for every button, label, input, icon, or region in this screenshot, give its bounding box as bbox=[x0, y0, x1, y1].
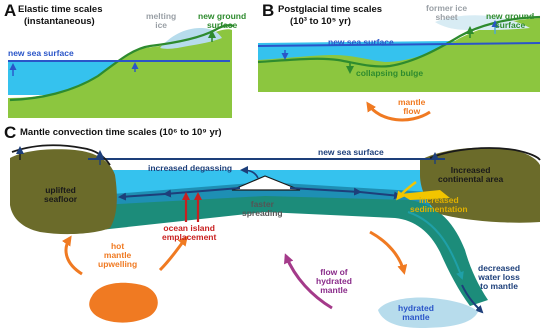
panel-b-ground-label: new ground surface bbox=[486, 11, 535, 30]
panel-c-title: Mantle convection time scales (10⁶ to 10⁹ yr) bbox=[20, 127, 222, 138]
panel-b-letter: B bbox=[262, 1, 275, 20]
panel-a-sea-label: new sea surface bbox=[8, 48, 74, 58]
panel-c-water-loss-label: decreased water loss to mantle bbox=[478, 263, 521, 291]
panel-b-sea-label: new sea surface bbox=[328, 37, 394, 47]
panel-b-mantle-flow-label: mantle flow bbox=[398, 97, 426, 116]
panel-c-island-label: ocean island emplacement bbox=[162, 223, 217, 242]
panel-c-upwelling-label: hot mantle upwelling bbox=[98, 241, 138, 269]
panel-c-descent-arrow bbox=[370, 232, 404, 272]
panel-a-title-1: Elastic time scales bbox=[18, 4, 103, 15]
panel-c-sedimentation-label: increased sedimentation bbox=[410, 195, 468, 214]
panel-c-hot-plume bbox=[89, 283, 158, 323]
panel-a-letter: A bbox=[4, 1, 17, 20]
panel-c-uplifted-label: uplifted seafloor bbox=[44, 185, 78, 204]
panel-b-title-1: Postglacial time scales bbox=[278, 4, 383, 15]
panel-c-degassing-label: increased degassing bbox=[148, 163, 233, 173]
panel-b-title-2: (10³ to 10⁵ yr) bbox=[290, 16, 351, 27]
panel-b-former-ice-label: former ice sheet bbox=[426, 3, 468, 22]
panel-c-sea-label: new sea surface bbox=[318, 147, 384, 157]
panel-a bbox=[8, 25, 234, 118]
panel-a-ground-label: new ground surface bbox=[198, 11, 247, 30]
panel-c-spreading-label: faster spreading bbox=[242, 199, 283, 218]
panel-c-letter: C bbox=[4, 123, 17, 142]
panel-c-continent-label: Increased continental area bbox=[438, 165, 504, 184]
panel-a-melting-ice-label: melting ice bbox=[146, 11, 177, 30]
panel-b-bulge-label: collapsing bulge bbox=[356, 68, 424, 78]
panel-a-title-2: (instantaneous) bbox=[24, 16, 95, 27]
panel-c-upwelling-right-arrow bbox=[160, 238, 186, 270]
panel-c-hydrated-mantle-label: hydrated mantle bbox=[398, 303, 434, 322]
panel-c-hydrated-flow-label: flow of hydrated mantle bbox=[316, 267, 352, 295]
panel-c-upwelling-left-arrow bbox=[66, 238, 82, 274]
